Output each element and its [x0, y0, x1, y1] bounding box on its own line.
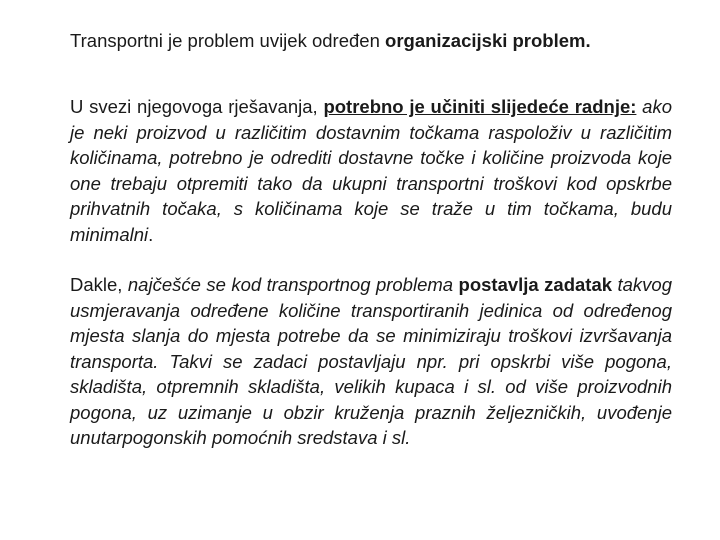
solution-end: . — [148, 223, 154, 245]
solution-description: ako je neki proizvod u različitim dostavnim točkama raspoloživ u različitim količinama, potrebno je odrediti dostavne točke i količine proizvoda koje one trebaju otpremiti tako da ukupni transportni troškovi kod opskrbe prihvatnih točaka, s količinama koje se traže u tim točkama, budu minimalni — [70, 96, 673, 245]
summary-italic-2: takvog usmjeravanja određene količine transportiranih jedinica od određenog mjesta slanja do mjesta potrebe da se minimiziraju troškovi izvršavanja transporta. Takvi se zadaci postavljaju npr. pri opskrbi više pogona, skladišta, otpremnih skladišta, velikih kupaca i sl. od više proizvodnih pogona, uz uzimanje u obzir kruženja praznih željezničkih, uvođenje unutarpogonskih pomoćnih sredstava i sl. — [70, 274, 672, 448]
intro-bold-term: organizacijski problem. — [385, 30, 591, 51]
summary-bold-term: postavlja zadatak — [458, 274, 613, 295]
summary-italic-1: najčešće se kod transportnog problema — [127, 274, 459, 295]
paragraph-solution — [70, 94, 672, 247]
intro-text: Transportni je problem uvijek određen — [70, 30, 386, 51]
paragraph-intro — [70, 28, 672, 54]
solution-lead: U svezi njegovoga rješavanja, — [70, 96, 324, 117]
paragraph-summary — [70, 272, 672, 451]
summary-lead: Dakle, — [70, 274, 128, 295]
solution-key-phrase: potrebno je učiniti slijedeće radnje: — [323, 96, 637, 117]
